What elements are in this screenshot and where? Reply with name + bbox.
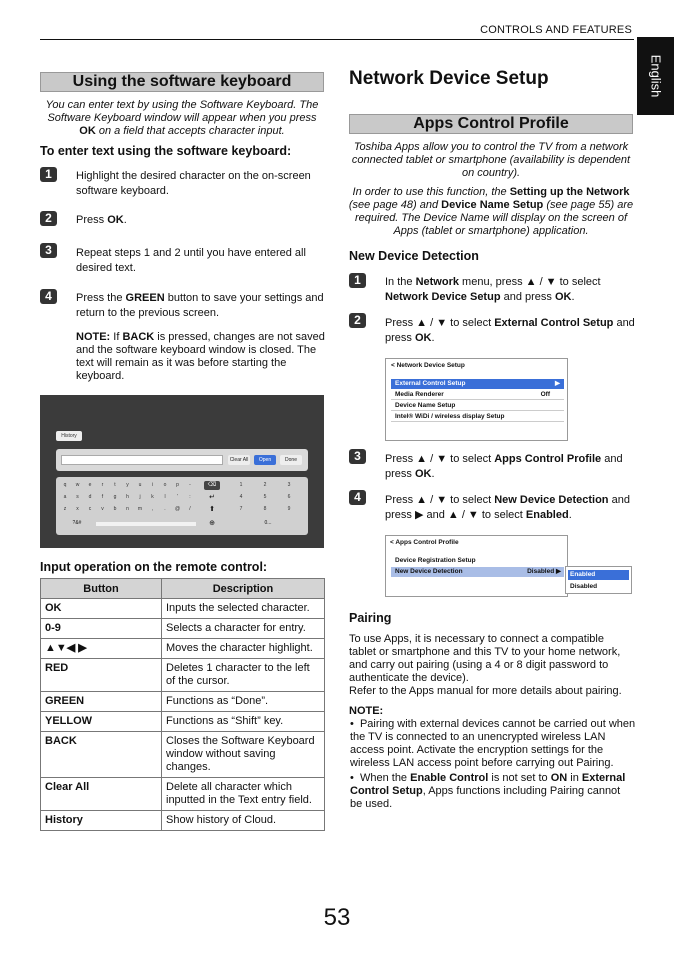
- keyboard-key[interactable]: b: [113, 506, 117, 512]
- new-device-detection-heading: New Device Detection: [349, 249, 479, 263]
- keyboard-key[interactable]: m: [137, 506, 143, 512]
- keyboard-key[interactable]: ': [177, 494, 178, 500]
- enter-icon[interactable]: ↵: [209, 494, 215, 501]
- pairing-line: To use Apps, it is necessary to connect a compatible: [349, 633, 604, 645]
- keyboard-key[interactable]: c: [88, 506, 92, 512]
- intro-text: In order to use this function, the: [352, 186, 510, 198]
- keyboard-key[interactable]: :: [189, 494, 191, 500]
- pairing-note-label: NOTE:: [349, 705, 384, 717]
- step-line: [385, 452, 635, 467]
- intro-bold: Setting up the Network: [509, 186, 630, 198]
- step-bold: Network Device Setup: [385, 291, 501, 303]
- table-row: [41, 811, 325, 831]
- step-3-text: [76, 246, 326, 276]
- right-step-4-text: [385, 493, 635, 523]
- open-button[interactable]: Open: [254, 455, 276, 465]
- step-line: return to the previous screen.: [76, 307, 220, 319]
- table-row: [41, 712, 325, 732]
- keyboard-key[interactable]: v: [101, 506, 104, 512]
- step-number: 4: [40, 289, 57, 304]
- table-cell-button: YELLOW: [41, 712, 162, 732]
- step-bold: External Control Setup: [494, 317, 614, 329]
- table-cell-description: Deletes 1 character to the left of the cursor.: [162, 659, 325, 692]
- table-row: [41, 692, 325, 712]
- step-bold: Apps Control Profile: [494, 453, 602, 465]
- step-text-part: press: [385, 332, 415, 344]
- step-number: 3: [349, 449, 366, 464]
- step-bold: Network: [415, 276, 459, 288]
- intro-line: on country).: [461, 167, 521, 179]
- step-text-part: Press: [76, 214, 108, 226]
- bullet-text: When the: [359, 772, 411, 784]
- keyboard-key[interactable]: z: [63, 506, 67, 512]
- keyboard-key[interactable]: r: [101, 482, 104, 488]
- intro-line: required. The Device Name will display on the screen of: [354, 212, 628, 224]
- running-header: CONTROLS AND FEATURES: [480, 24, 632, 36]
- page-title: Network Device Setup: [349, 68, 549, 89]
- text-entry-bar: [56, 449, 308, 471]
- menu-item-value: Disabled ▶: [527, 568, 561, 575]
- step-text-part: Press ▲ / ▼ to select: [385, 453, 495, 465]
- table-cell-button: GREEN: [41, 692, 162, 712]
- numpad-key[interactable]: 3: [287, 482, 291, 488]
- keyboard-key[interactable]: /: [189, 506, 191, 512]
- step-text-part: button to save your settings and: [164, 292, 324, 304]
- step-text-part: and: [608, 494, 630, 506]
- table-cell-description: Inputs the selected character.: [162, 599, 325, 619]
- step-bold: OK: [107, 214, 124, 226]
- menu-title: < Apps Control Profile: [390, 539, 459, 546]
- step-bold: GREEN: [125, 292, 165, 304]
- keyboard-key[interactable]: a: [63, 494, 67, 500]
- table-cell-button: Clear All: [41, 778, 162, 811]
- step-text-part: In the: [385, 276, 416, 288]
- bullet-line: access point. Activate the encryption settings for the: [350, 744, 604, 756]
- table-row: [41, 778, 325, 811]
- step-text-part: Press ▲ / ▼ to select: [385, 317, 495, 329]
- zero-key[interactable]: 0...: [264, 520, 272, 526]
- keyboard-key[interactable]: w: [75, 482, 80, 488]
- note-bold: BACK: [122, 331, 155, 343]
- option-enabled[interactable]: Enabled: [568, 570, 629, 580]
- step-1-text: [76, 169, 326, 199]
- apps-control-profile-menu: [385, 535, 568, 597]
- intro-line-end: on a field that accepts character input.: [98, 125, 285, 137]
- bullet-line: the TV is connected to an unencrypted wireless LAN: [350, 731, 606, 743]
- keyboard-intro: [40, 99, 324, 138]
- step-number: 2: [40, 211, 57, 226]
- software-keyboard-subheading: To enter text using the software keyboard:: [40, 144, 292, 158]
- step-line: Repeat steps 1 and 2 until you have entered all: [76, 247, 306, 259]
- table-cell-description: Show history of Cloud.: [162, 811, 325, 831]
- right-step-2-text: [385, 316, 637, 346]
- section-title-apps-control: Apps Control Profile: [349, 114, 633, 134]
- step-text-part: .: [571, 291, 575, 303]
- menu-item-label: Device Name Setup: [395, 402, 456, 409]
- right-step-3-text: [385, 452, 635, 482]
- table-row: [41, 659, 325, 692]
- table-cell-button: OK: [41, 599, 162, 619]
- step-text-part: and press: [500, 291, 555, 303]
- intro-line: [40, 125, 324, 138]
- table-cell-button: 0-9: [41, 619, 162, 639]
- column-header: Button: [41, 579, 162, 599]
- pairing-heading: Pairing: [349, 611, 392, 625]
- step-number: 1: [349, 273, 366, 288]
- bullet-bold: ON: [550, 772, 568, 784]
- step-text-part: Press the: [76, 292, 126, 304]
- step-line: [76, 291, 328, 306]
- header-rule: [40, 39, 634, 40]
- intro-line: [347, 199, 635, 212]
- step-bold: New Device Detection: [494, 494, 609, 506]
- table-cell-button: History: [41, 811, 162, 831]
- keyboard-key[interactable]: g: [113, 494, 117, 500]
- bullet-line: be used.: [350, 798, 393, 810]
- keyboard-key[interactable]: p: [176, 482, 179, 488]
- intro-line: Toshiba Apps allow you to control the TV from a network: [353, 141, 629, 153]
- table-row: [41, 599, 325, 619]
- column-header: Description: [162, 579, 325, 599]
- menu-item-value: Off: [540, 391, 550, 398]
- keyboard-key[interactable]: t: [114, 482, 116, 488]
- done-button[interactable]: Done: [280, 455, 302, 465]
- bullet-bold: Control Setup: [350, 785, 423, 797]
- table-cell-button: BACK: [41, 732, 162, 778]
- page-number: 53: [323, 904, 351, 931]
- bullet-text: Pairing with external devices cannot be carried out when: [359, 718, 636, 730]
- table-cell-description: Functions as “Done”.: [162, 692, 325, 712]
- numpad-key[interactable]: 8: [263, 506, 267, 512]
- step-number: 1: [40, 167, 57, 182]
- keyboard-key[interactable]: k: [151, 494, 154, 500]
- apps-intro-2: [347, 186, 635, 238]
- bullet-text: in: [567, 772, 582, 784]
- keyboard-key[interactable]: o: [163, 482, 167, 488]
- table-cell-button: ▲▼◀ ▶: [41, 639, 162, 659]
- network-device-setup-menu: [385, 358, 568, 441]
- keyboard-key[interactable]: e: [88, 482, 92, 488]
- table-cell-description: Moves the character highlight.: [162, 639, 325, 659]
- language-tab: [637, 37, 674, 115]
- table-row: [41, 732, 325, 778]
- menu-item-label: Media Renderer: [395, 391, 444, 398]
- step-bold: OK: [414, 468, 432, 480]
- keyboard-key[interactable]: @: [174, 506, 181, 512]
- step-4-text: [76, 291, 328, 321]
- pairing-line: authenticate the device).: [349, 672, 469, 684]
- bullet-bold: External: [581, 772, 626, 784]
- table-cell-description: Functions as “Shift” key.: [162, 712, 325, 732]
- language-tab-label: English: [648, 54, 663, 98]
- numpad-key[interactable]: 4: [239, 494, 243, 500]
- apps-intro-1: [349, 141, 633, 180]
- step-text-part: .: [431, 468, 435, 480]
- step-text-part: .: [568, 509, 572, 521]
- menu-title: < Network Device Setup: [391, 362, 465, 369]
- software-keyboard-screenshot: [40, 395, 324, 548]
- backspace-icon[interactable]: ⌫: [204, 481, 220, 490]
- note-line: keyboard.: [76, 370, 125, 382]
- menu-item-media-renderer[interactable]: [391, 390, 564, 400]
- table-cell-description: Closes the Software Keyboard window without saving changes.: [162, 732, 325, 778]
- intro-ok: OK: [79, 125, 96, 137]
- step-line: Highlight the desired character on the on-screen: [76, 170, 311, 182]
- menu-item-new-device-detection[interactable]: [391, 567, 564, 577]
- step-line: [385, 493, 635, 508]
- bullet-text: is not set to: [488, 772, 551, 784]
- step-text-part: Press ▲ / ▼ to select: [385, 494, 495, 506]
- step-text-part: and: [601, 453, 623, 465]
- step-number: 2: [349, 313, 366, 328]
- step-line: software keyboard.: [76, 185, 169, 197]
- keyboard-key[interactable]: d: [88, 494, 92, 500]
- step-text-part: .: [431, 332, 435, 344]
- bullet-bold: Enable Control: [410, 772, 489, 784]
- keyboard-key[interactable]: s: [76, 494, 79, 500]
- table-cell-description: Delete all character which inputted in the Text entry field.: [162, 778, 325, 811]
- keyboard-key[interactable]: q: [63, 482, 67, 488]
- table-heading: Input operation on the remote control:: [40, 560, 268, 574]
- table-cell-button: RED: [41, 659, 162, 692]
- pairing-bullet-1: [349, 718, 639, 770]
- shift-icon[interactable]: ⬆: [209, 506, 215, 513]
- enabled-disabled-popup: [565, 566, 632, 594]
- step-number: 3: [40, 243, 57, 258]
- step-line: [385, 290, 635, 305]
- keyboard-key[interactable]: -: [189, 482, 191, 488]
- space-key[interactable]: [96, 522, 196, 526]
- step-line: [385, 275, 635, 290]
- step-text-part: press: [385, 468, 415, 480]
- text-entry-field[interactable]: [61, 455, 223, 465]
- numpad-key[interactable]: 9: [287, 506, 291, 512]
- step-bold: Enabled: [525, 509, 569, 521]
- table-body: [41, 599, 325, 831]
- bullet-line: [350, 785, 639, 798]
- table-row: [41, 619, 325, 639]
- table-header-row: [41, 579, 325, 599]
- note-line: and the software keyboard window is closed. The: [76, 344, 317, 356]
- intro-text: (see page 48) and: [348, 199, 442, 211]
- numpad-key[interactable]: 6: [287, 494, 291, 500]
- note-text: If: [110, 331, 123, 343]
- pairing-bullet-2: [349, 772, 639, 811]
- remote-control-table: [40, 578, 325, 831]
- intro-text: (see page 55) are: [543, 199, 634, 211]
- right-step-1-text: [385, 275, 635, 305]
- step-2-text: [76, 213, 127, 228]
- keyboard-key[interactable]: ,: [151, 506, 154, 512]
- note-text: is pressed, changes are not saved: [154, 331, 325, 343]
- menu-item-widi-setup[interactable]: [391, 412, 564, 422]
- history-button[interactable]: History: [56, 431, 82, 441]
- step-line: [385, 316, 637, 331]
- keyboard-keys: [56, 477, 308, 535]
- numpad-key[interactable]: 5: [263, 494, 267, 500]
- option-disabled[interactable]: Disabled: [570, 583, 598, 590]
- chevron-right-icon: ▶: [555, 380, 560, 387]
- intro-line: Apps (tablet or smartphone) application.: [393, 225, 589, 237]
- pairing-text: [349, 633, 637, 698]
- keyboard-key[interactable]: y: [126, 482, 129, 488]
- step-line: [385, 508, 635, 523]
- menu-item-device-registration-setup[interactable]: [391, 556, 564, 566]
- intro-line: connected tablet or smartphone (availability is dependent: [351, 154, 631, 166]
- step-text-part: menu, press ▲ / ▼ to select: [458, 276, 601, 288]
- pairing-line: tablet or smartphone and this TV to your home network,: [349, 646, 621, 658]
- pairing-line: Refer to the Apps manual for more details about pairing.: [349, 685, 622, 697]
- keyboard-key[interactable]: x: [76, 506, 79, 512]
- note-label: NOTE:: [76, 331, 111, 343]
- intro-bold: Device Name Setup: [441, 199, 544, 211]
- step-text-part: .: [123, 214, 127, 226]
- table-cell-description: Selects a character for entry.: [162, 619, 325, 639]
- keyboard-key[interactable]: i: [151, 482, 154, 488]
- keyboard-key[interactable]: .: [164, 506, 166, 512]
- bullet-line: wireless LAN access point before carrying out Pairing.: [350, 757, 614, 769]
- keyboard-key[interactable]: u: [138, 482, 142, 488]
- step-bold: OK: [414, 332, 432, 344]
- menu-item-label: External Control Setup: [395, 380, 466, 387]
- intro-line: [347, 186, 635, 199]
- bullet-line: • Pairing with external devices cannot be carried out when: [350, 718, 636, 730]
- menu-item-label: Device Registration Setup: [395, 557, 476, 564]
- menu-item-label: Intel® WiDi / wireless display Setup: [395, 413, 505, 420]
- step-number: 4: [349, 490, 366, 505]
- keyboard-note: [76, 331, 326, 383]
- keyboard-key[interactable]: f: [101, 494, 104, 500]
- menu-item-device-name-setup[interactable]: [391, 401, 564, 411]
- intro-line: You can enter text by using the Software Keyboard. The: [45, 99, 319, 111]
- bullet-text: , Apps functions including Pairing cannot: [422, 785, 621, 797]
- numpad-key[interactable]: 2: [263, 482, 267, 488]
- intro-line: Software Keyboard window will appear when you press: [47, 112, 317, 124]
- step-text-part: and: [613, 317, 635, 329]
- keyboard-key[interactable]: l: [164, 494, 166, 500]
- step-line: desired text.: [76, 262, 136, 274]
- menu-item-external-control-setup[interactable]: [391, 379, 564, 389]
- step-text-part: press ▶ and ▲ / ▼ to select: [385, 509, 526, 521]
- menu-item-label: New Device Detection: [395, 568, 463, 575]
- keyboard-key[interactable]: n: [126, 506, 129, 512]
- clear-all-button[interactable]: Clear All: [229, 457, 249, 463]
- table-row: [41, 639, 325, 659]
- pairing-line: and carry out pairing (using a 4 or 8 digit password to: [349, 659, 609, 671]
- symbol-mode-key[interactable]: ?&#: [72, 520, 82, 526]
- step-bold: OK: [554, 291, 572, 303]
- note-line: [76, 331, 326, 344]
- globe-icon[interactable]: ⊕: [209, 520, 215, 527]
- numpad-key[interactable]: 7: [239, 506, 243, 512]
- keyboard-key[interactable]: j: [139, 494, 141, 500]
- bullet-line: • When the Enable Control is not set to ON in External: [350, 772, 626, 784]
- section-title-software-keyboard: Using the software keyboard: [40, 72, 324, 92]
- note-line: text will remain as it was before starting the: [76, 357, 287, 369]
- keyboard-key[interactable]: h: [126, 494, 129, 500]
- step-line: [385, 467, 635, 482]
- step-line: [385, 331, 637, 346]
- numpad-key[interactable]: 1: [239, 482, 243, 488]
